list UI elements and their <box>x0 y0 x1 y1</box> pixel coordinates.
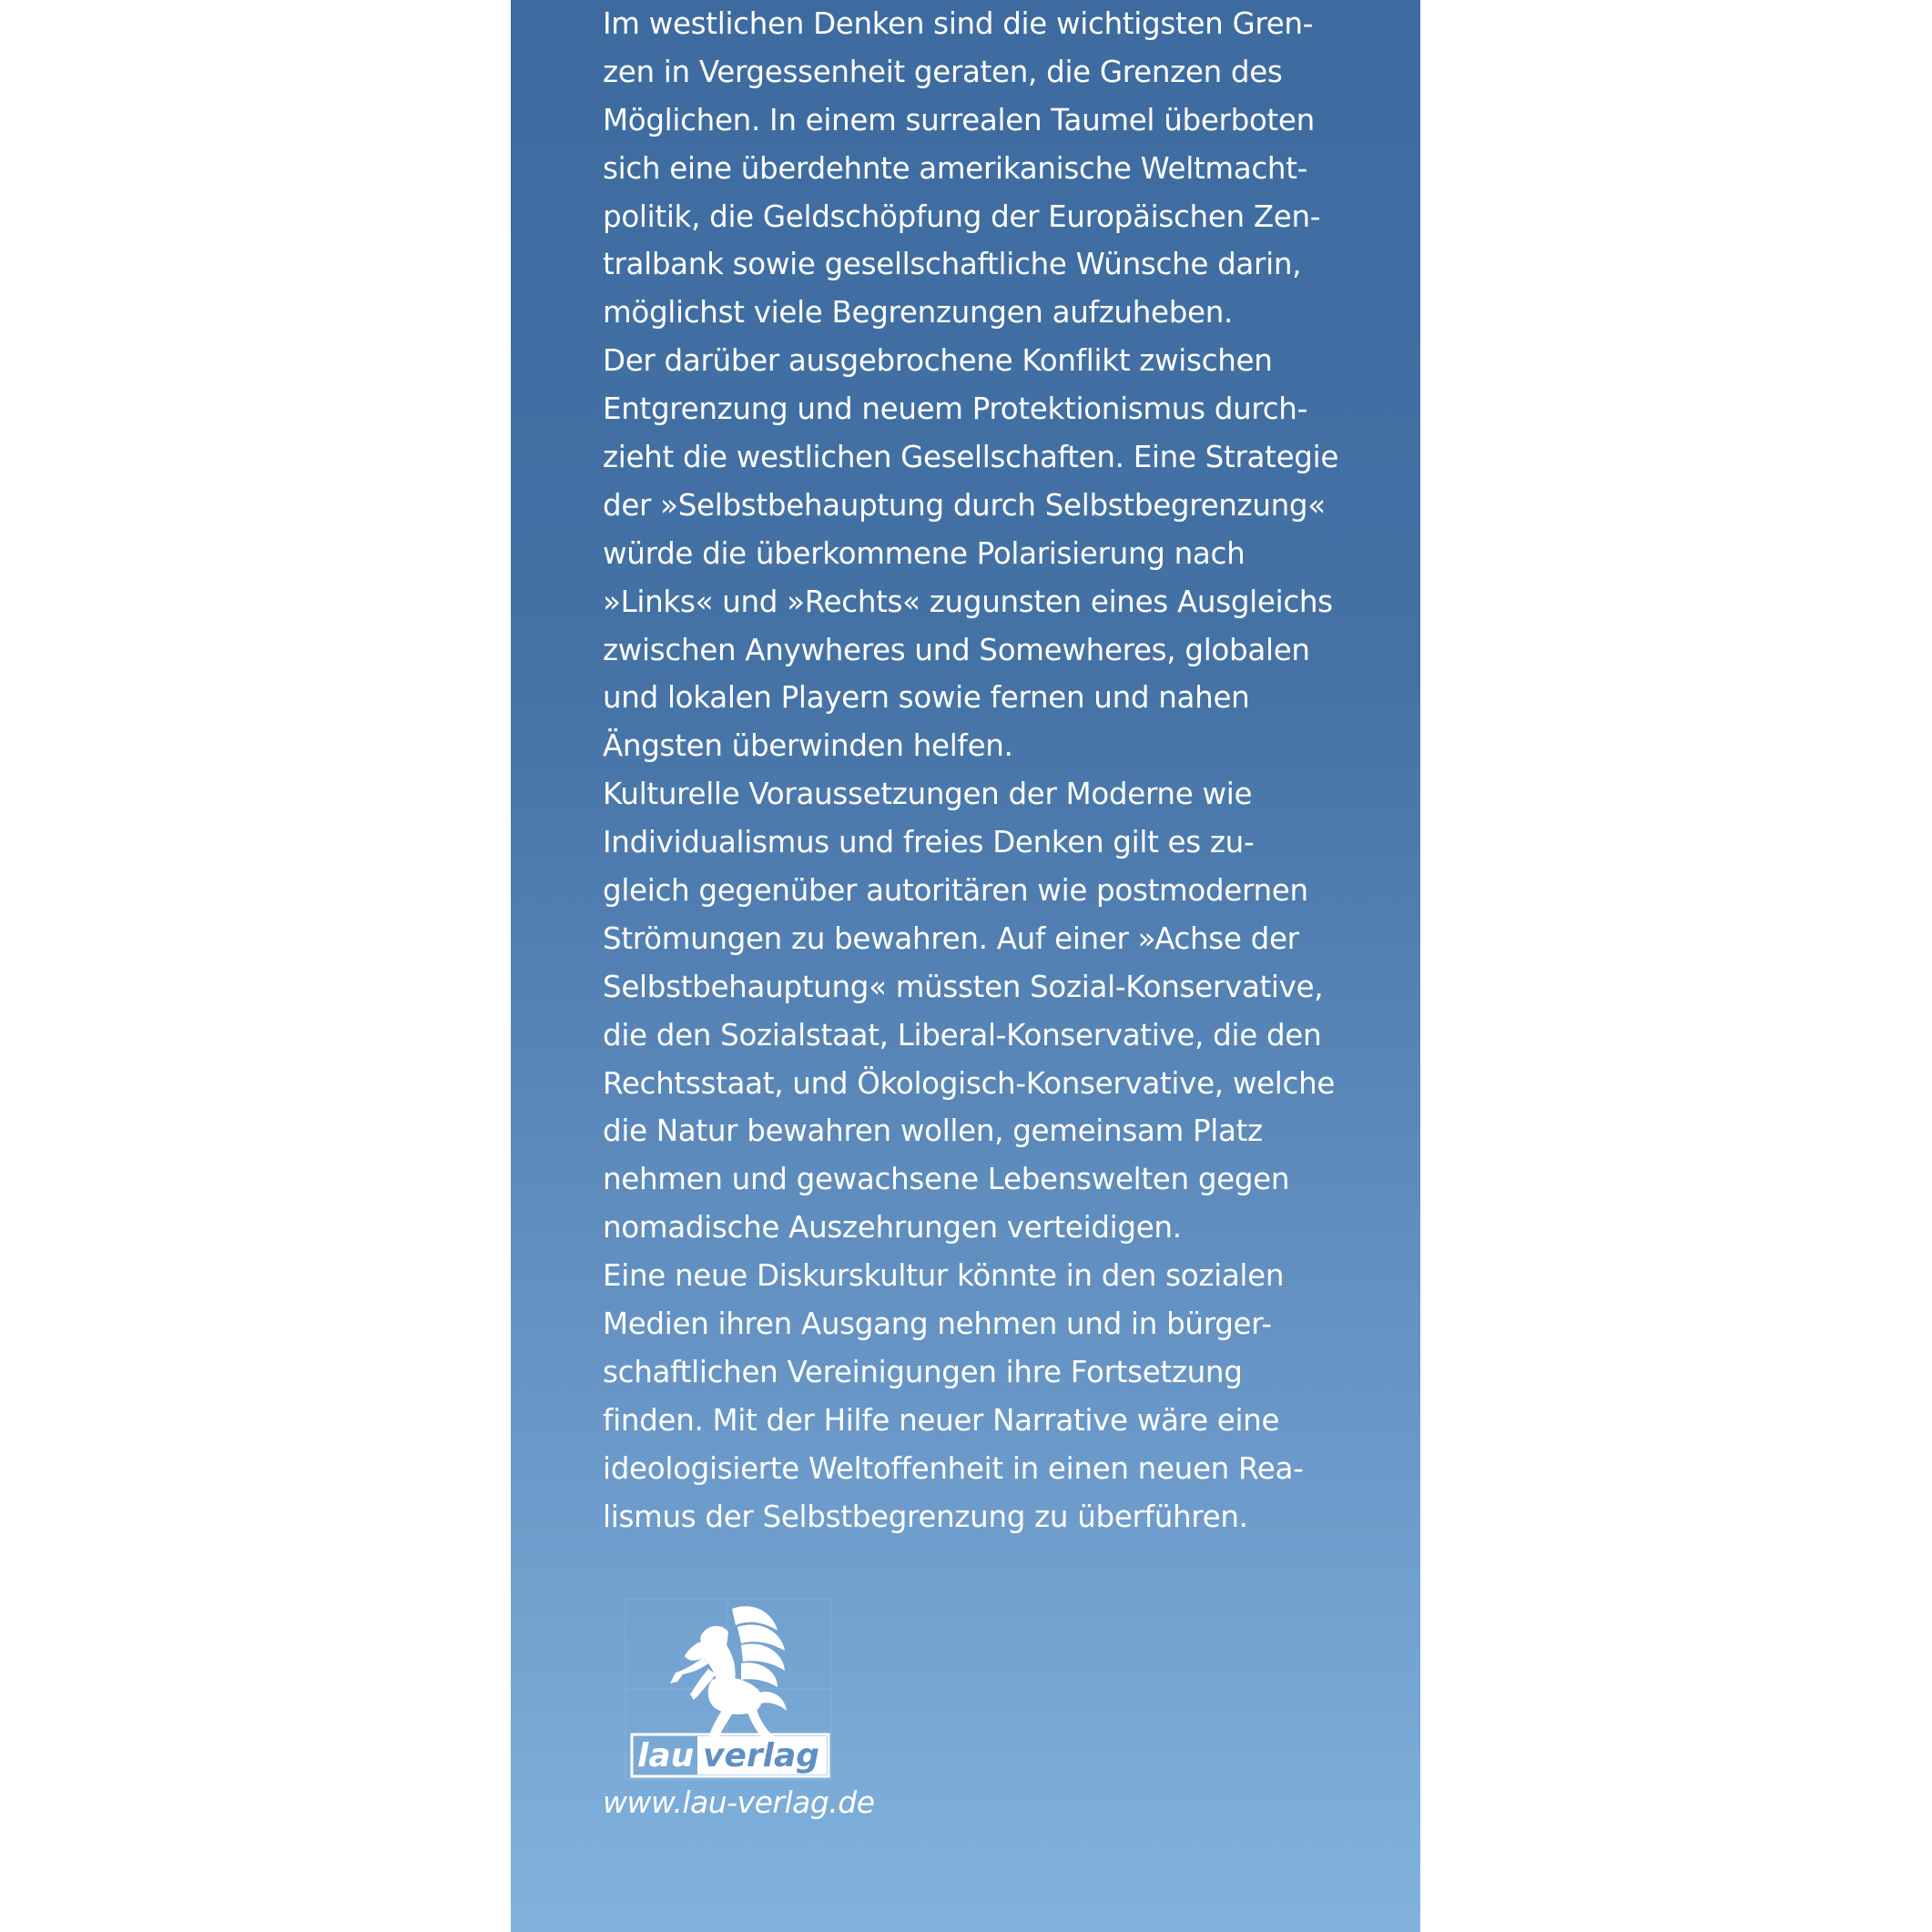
blurb-line: und lokalen Playern sowie fernen und nahen <box>603 680 1250 716</box>
blurb-line: Der darüber ausgebrochene Konflikt zwischen <box>603 343 1273 379</box>
blurb-line: Ängsten überwinden helfen. <box>603 728 1013 764</box>
blurb-line: »Links« und »Rechts« zugunsten eines Ausgleichs <box>603 584 1333 619</box>
blurb-line: zwischen Anywheres und Somewheres, globalen <box>603 632 1310 667</box>
blurb-line: möglichst viele Begrenzungen aufzuheben. <box>603 295 1234 330</box>
blurb-line: Individualismus und freies Denken gilt es zu- <box>603 825 1255 860</box>
blurb-line: zen in Vergessenheit geraten, die Grenzen des <box>603 54 1283 89</box>
blurb-line: ideologisierte Weltoffenheit in einen neuen Rea- <box>603 1450 1304 1486</box>
blurb-line: Kulturelle Voraussetzungen der Moderne wie <box>603 777 1253 812</box>
blurb-line: sich eine überdehnte amerikanische Weltmacht- <box>603 150 1308 186</box>
blurb-line: Eine neue Diskurskultur könnte in den sozialen <box>603 1258 1285 1294</box>
blurb-line: nomadische Auszehrungen verteidigen. <box>603 1210 1182 1246</box>
blurb-line: Entgrenzung und neuem Protektionismus durch- <box>603 391 1308 427</box>
blurb-line: gleich gegenüber autoritären wie postmodernen <box>603 873 1308 909</box>
blurb-text <box>603 0 1339 1541</box>
blurb-line: die Natur bewahren wollen, gemeinsam Platz <box>603 1113 1263 1149</box>
logo-word-lau: lau <box>637 1737 695 1774</box>
blurb-line: Medien ihren Ausgang nehmen und in bürger- <box>603 1307 1272 1342</box>
blurb-line: Strömungen zu bewahren. Auf einer »Achse der <box>603 920 1299 956</box>
blurb-line: lismus der Selbstbegrenzung zu überführen. <box>603 1499 1248 1534</box>
back-cover <box>511 0 1420 1932</box>
publisher-website[interactable]: www.lau-verlag.de <box>603 1785 875 1820</box>
publisher-logo <box>625 1598 832 1780</box>
pegasus-icon <box>625 1598 832 1780</box>
blurb-line: zieht die westlichen Gesellschaften. Eine Strategie <box>603 440 1339 475</box>
blurb-line: Selbstbehauptung« müssten Sozial-Konservative, <box>603 969 1324 1004</box>
blurb-line: politik, die Geldschöpfung der Europäischen Zen- <box>603 198 1321 234</box>
blurb-line: tralbank sowie gesellschaftliche Wünsche darin, <box>603 247 1302 282</box>
blurb-line: finden. Mit der Hilfe neuer Narrative wäre eine <box>603 1402 1280 1438</box>
logo-word-verlag: verlag <box>703 1737 820 1774</box>
blurb-line: Möglichen. In einem surrealen Taumel überboten <box>603 102 1315 137</box>
blurb-line: die den Sozialstaat, Liberal-Konservative, die den <box>603 1017 1322 1052</box>
blurb-line: schaftlichen Vereinigungen ihre Fortsetzung <box>603 1354 1243 1389</box>
blurb-line: würde die überkommene Polarisierung nach <box>603 535 1246 571</box>
blurb-line: Im westlichen Denken sind die wichtigsten Gren- <box>603 6 1314 41</box>
blurb-line: Rechtsstaat, und Ökologisch-Konservative, welche <box>603 1065 1336 1101</box>
blurb-line: nehmen und gewachsene Lebenswelten gegen <box>603 1162 1290 1197</box>
blurb-line: der »Selbstbehauptung durch Selbstbegrenzung« <box>603 487 1326 523</box>
